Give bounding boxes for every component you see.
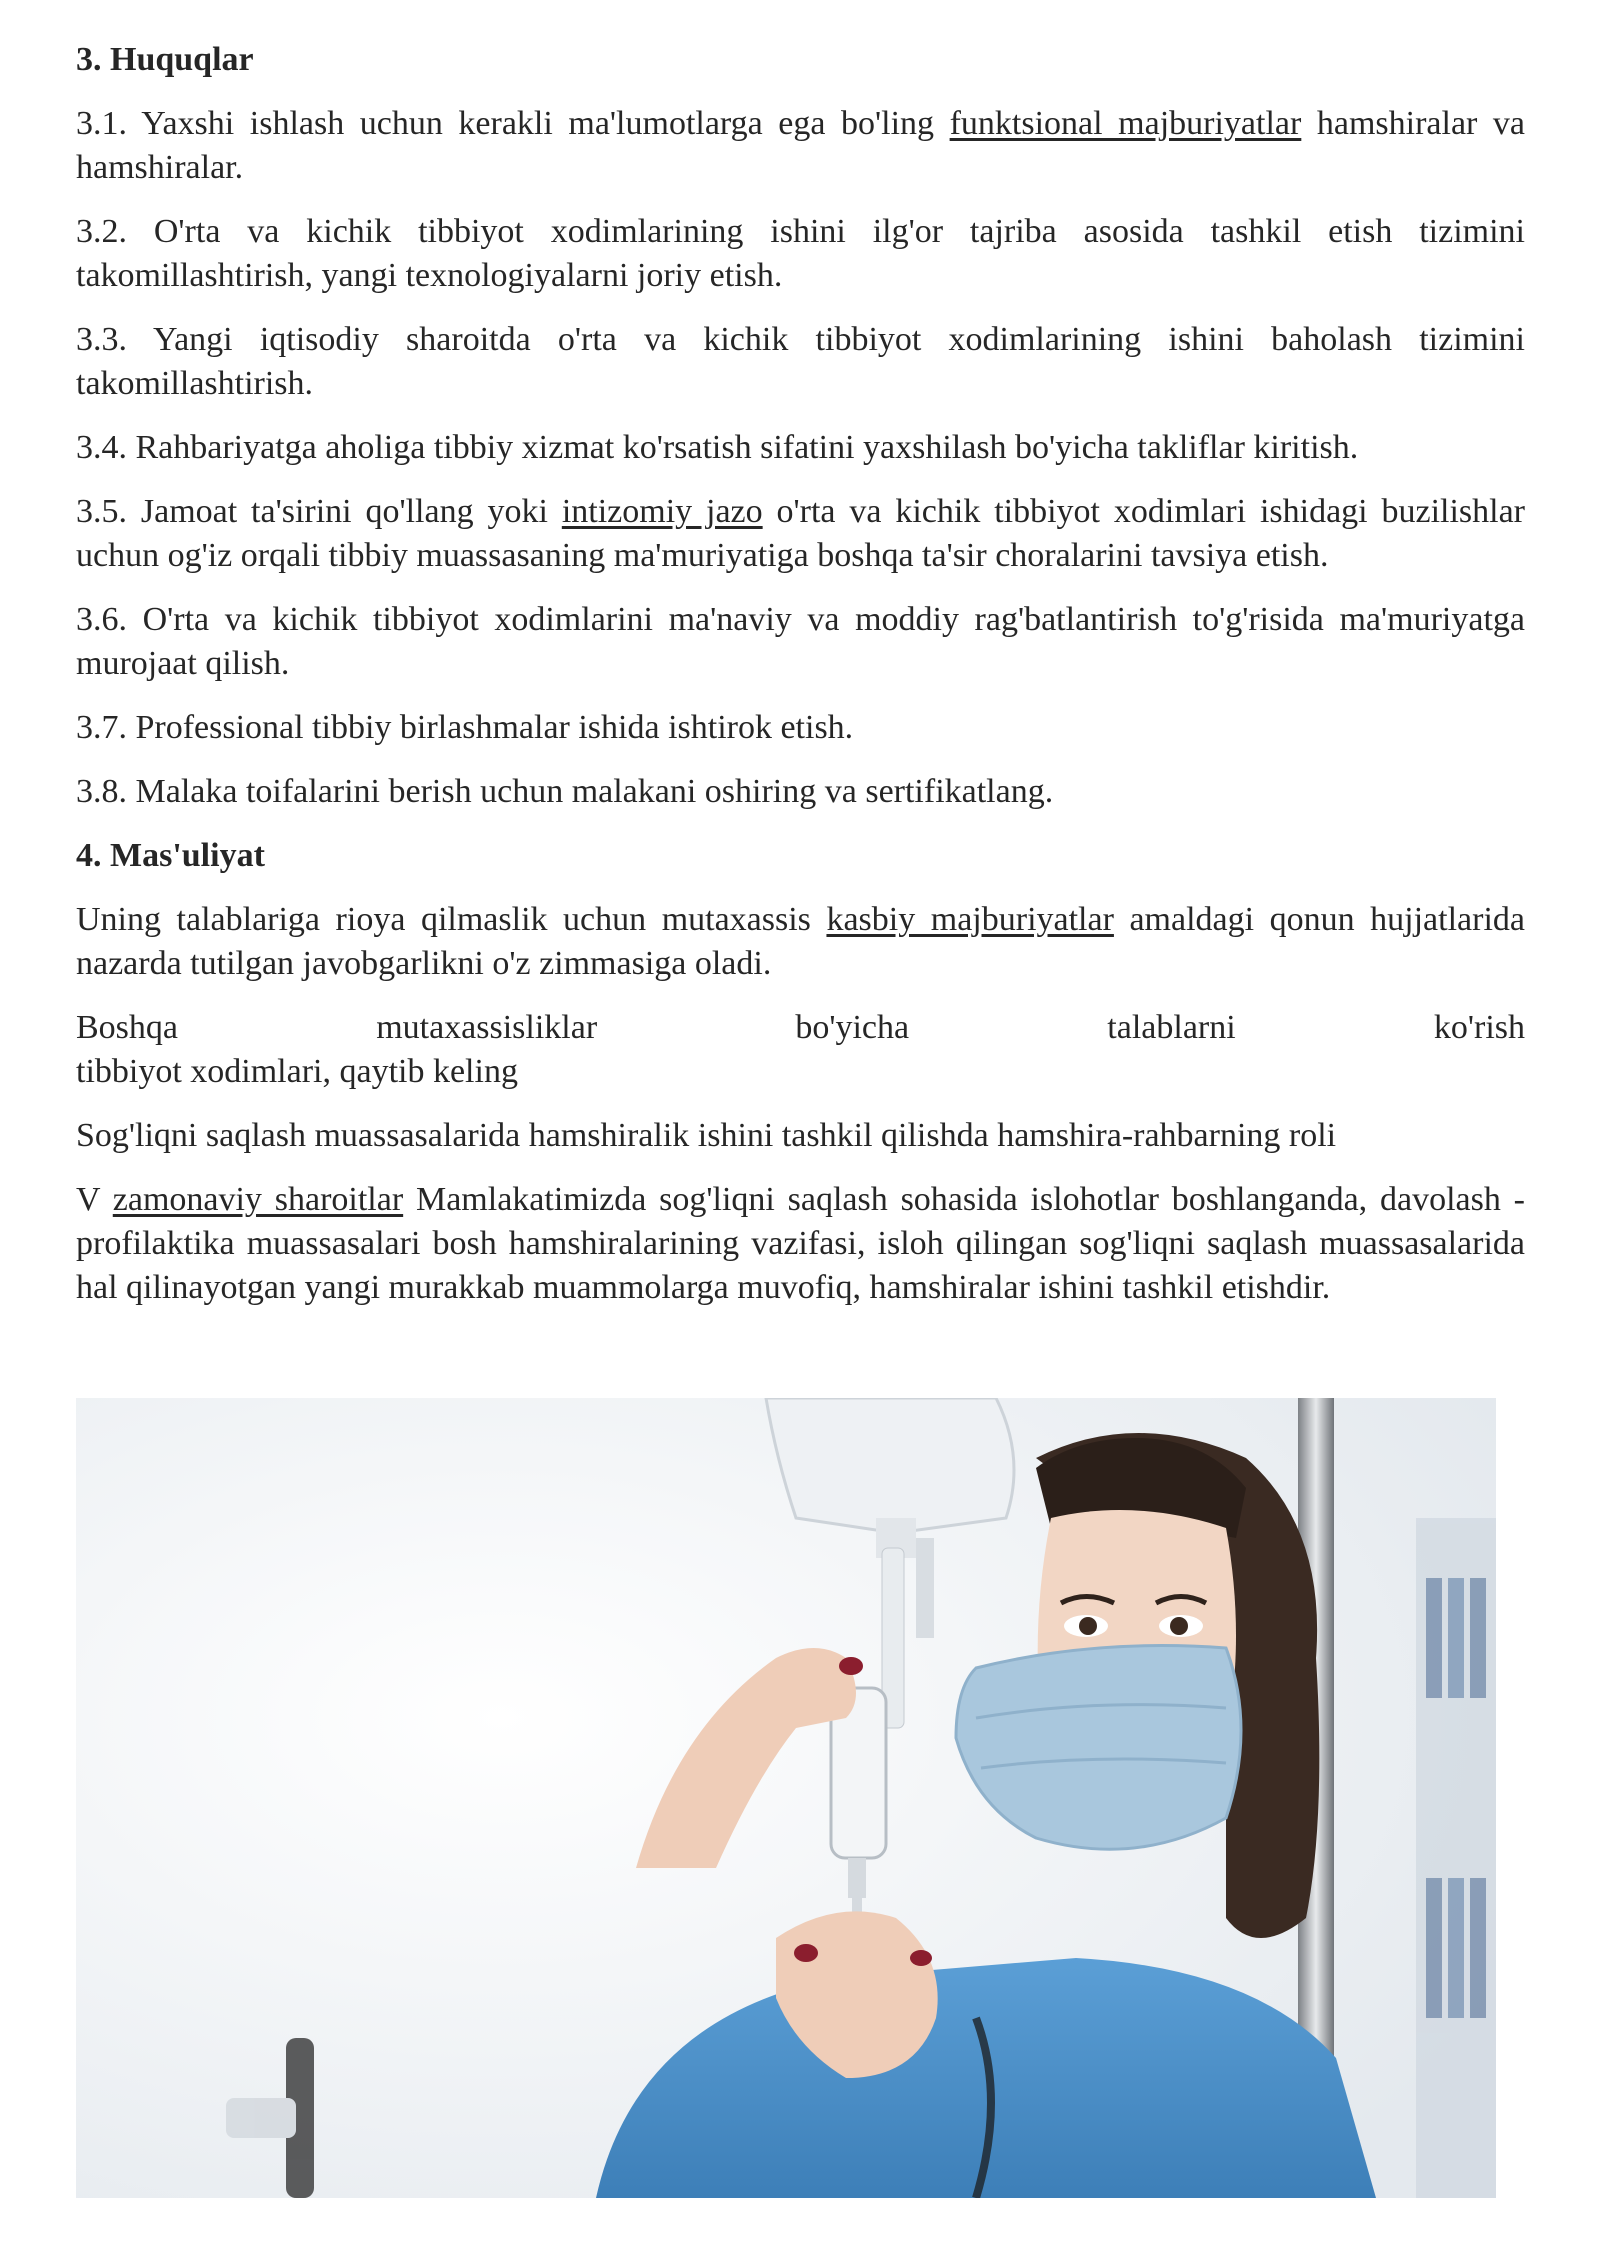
other-specialties-line-1: Boshqa mutaxassisliklar bo'yicha talablarni ko'rish bbox=[76, 1009, 1525, 1046]
nurse-illustration bbox=[76, 1398, 1496, 2198]
paragraph-other-specialties bbox=[76, 1006, 1525, 1094]
section-3-heading: 3. Huquqlar bbox=[76, 41, 254, 78]
paragraph-3-7: 3.7. Professional tibbiy birlashmalar ishida ishtirok etish. bbox=[76, 709, 854, 746]
link-kasbiy-majburiyatlar[interactable]: kasbiy majburiyatlar bbox=[826, 901, 1114, 938]
background-shelves bbox=[1416, 1518, 1496, 2198]
document-page bbox=[76, 30, 1525, 1330]
paragraph-3-4: 3.4. Rahbariyatga aholiga tibbiy xizmat ko'rsatish sifatini yaxshilash bo'yicha takliflar kiritish. bbox=[76, 429, 1359, 466]
other-specialties-line-2: tibbiyot xodimlari, qaytib keling bbox=[76, 1053, 518, 1090]
paragraph-3-6: 3.6. O'rta va kichik tibbiyot xodimlarini ma'naviy va moddiy rag'batlantirish to'g'risida ma'muriyatga murojaat qilish. bbox=[76, 601, 1525, 682]
paragraph-4-1: Uning talablariga rioya qilmaslik uchun mutaxassis kasbiy majburiyatlar amaldagi qonun hujjatlarida nazarda tutilgan javobgarlikni o'z zimmasiga oladi. bbox=[76, 901, 1525, 982]
paragraph-head-nurse-role: Sog'liqni saqlash muassasalarida hamshiralik ishini tashkil qilishda hamshira-rahbarning roli bbox=[76, 1117, 1337, 1154]
paragraph-3-5: 3.5. Jamoat ta'sirini qo'llang yoki intizomiy jazo o'rta va kichik tibbiyot xodimlari ishidagi buzilishlar uchun og'iz orqali tibbiy muassasaning ma'muriyatiga boshqa ta'sir choralarini tavsiya etish. bbox=[76, 493, 1525, 574]
paragraph-3-8: 3.8. Malaka toifalarini berish uchun malakani oshiring va sertifikatlang. bbox=[76, 773, 1054, 810]
link-zamonaviy-sharoitlar[interactable]: zamonaviy sharoitlar bbox=[112, 1181, 404, 1218]
paragraph-modern-conditions: V zamonaviy sharoitlar Mamlakatimizda sog'liqni saqlash sohasida islohotlar boshlanganda, davolash -profilaktika muassasalari bosh hamshiralarining vazifasi, isloh qilingan sog'liqni saqlash muassasalarida hal qilinayotgan yangi murakkab muammolarga muvofiq, hamshiralar ishini tashkil etishdir. bbox=[76, 1181, 1525, 1306]
paragraph-3-3: 3.3. Yangi iqtisodiy sharoitda o'rta va kichik tibbiyot xodimlarining ishini baholash tizimini takomillashtirish. bbox=[76, 321, 1525, 402]
nurse-photo bbox=[76, 1398, 1496, 2198]
link-funktsional-majburiyatlar[interactable]: funktsional majburiyatlar bbox=[949, 105, 1302, 142]
paragraph-3-2: 3.2. O'rta va kichik tibbiyot xodimlarining ishini ilg'or tajriba asosida tashkil etish tizimini takomillashtirish, yangi texnologiyalarni joriy etish. bbox=[76, 213, 1525, 294]
paragraph-3-1: 3.1. Yaxshi ishlash uchun kerakli ma'lumotlarga ega bo'ling funktsional majburiyatlar hamshiralar va hamshiralar. bbox=[76, 105, 1526, 186]
link-intizomiy-jazo[interactable]: intizomiy jazo bbox=[561, 493, 763, 530]
section-4-heading: 4. Mas'uliyat bbox=[76, 837, 265, 874]
